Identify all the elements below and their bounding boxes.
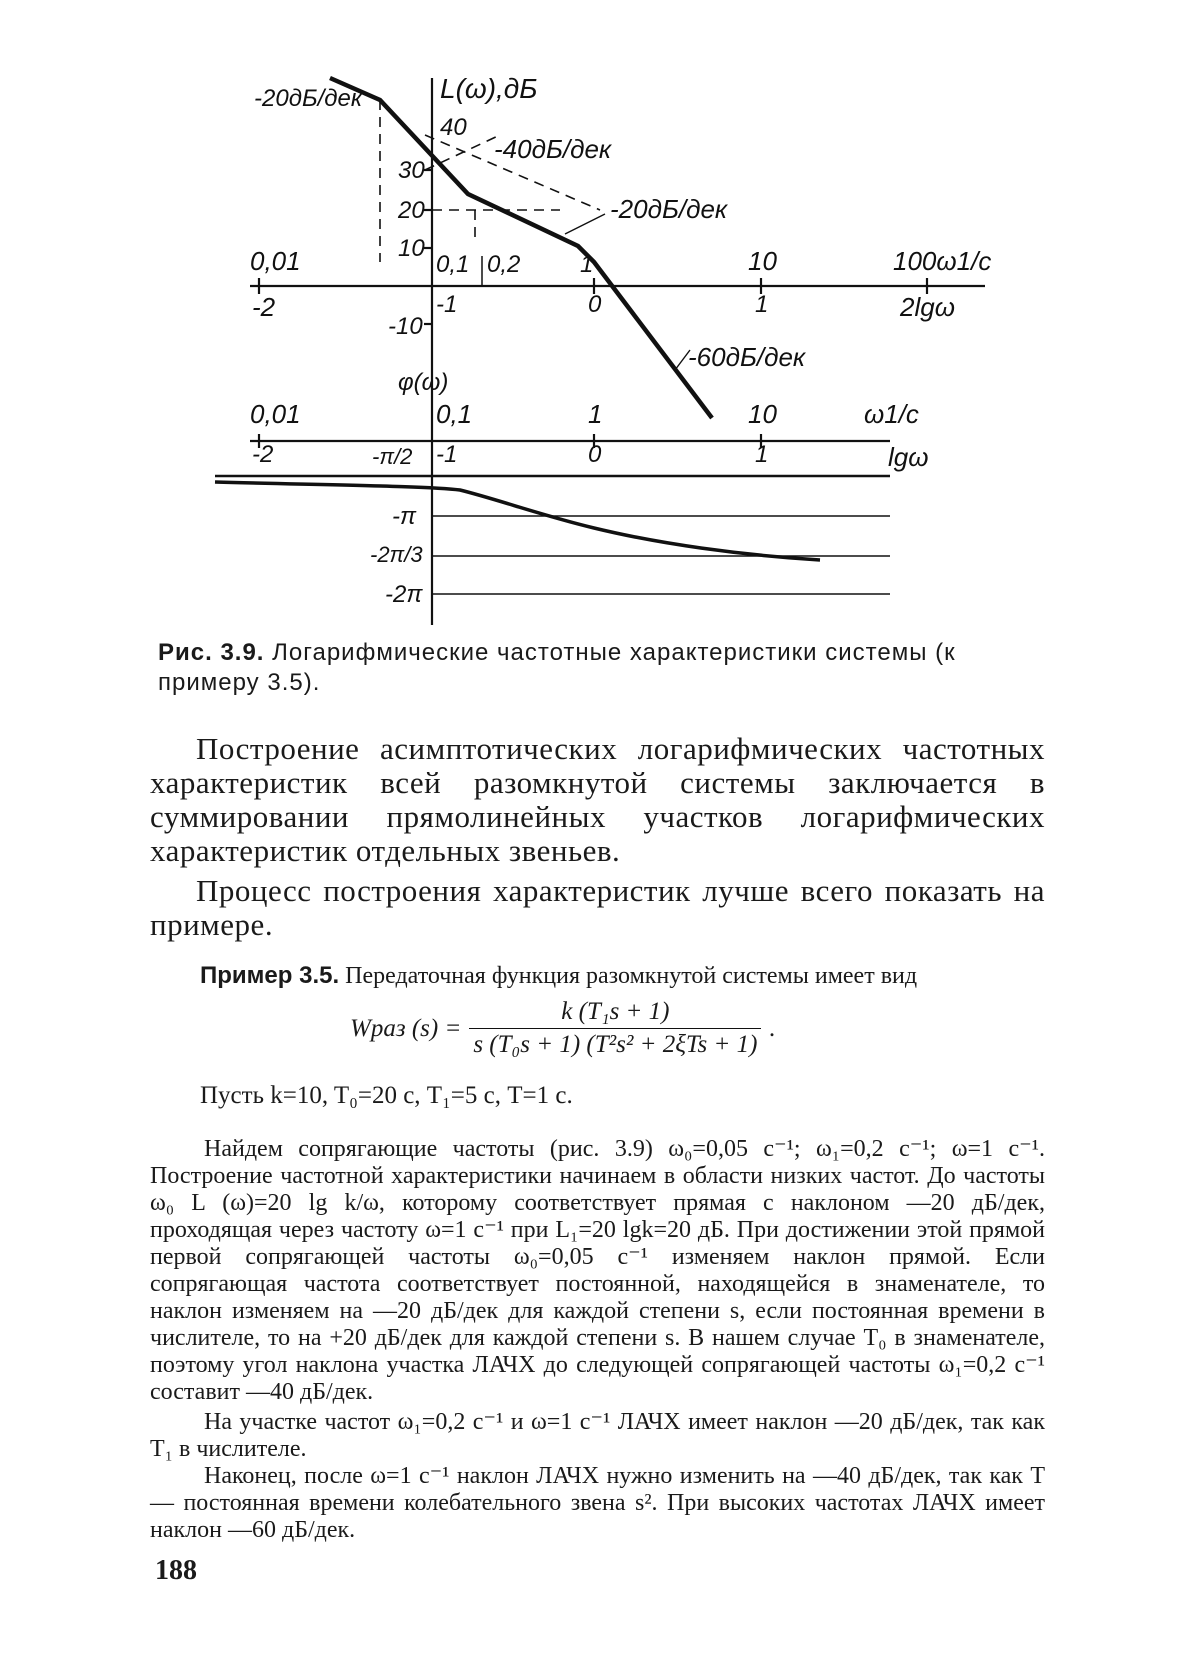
figure-caption-ref: Рис. 3.9. — [158, 639, 265, 666]
lach-tick-1: 1 — [580, 251, 594, 278]
phase-tick-0-1: 0,1 — [436, 399, 473, 429]
phase-label-minus-2pi-3: -2π/3 — [370, 542, 423, 567]
phase-lg-minus1: -1 — [436, 441, 458, 468]
lach-label-slope-40: -40дБ/дек — [494, 134, 612, 164]
paragraph-4: На участке частот ω₁=0,2 с⁻¹ и ω=1 с⁻¹ ЛАЧХ имеет наклон —20 дБ/дек, так как T₁ в числителе. — [150, 1409, 1045, 1462]
lach-lg-1: 1 — [755, 291, 769, 318]
phase-label-minus-pi-half: -π/2 — [372, 444, 413, 469]
lach-tick-0-01: 0,01 — [250, 246, 301, 276]
lach-label-30: 30 — [398, 157, 425, 184]
formula-numerator: k (T₁s + 1) — [561, 998, 670, 1025]
lach-label-slope-20-right: -20дБ/дек — [610, 194, 728, 224]
phase-tick-0-01: 0,01 — [250, 399, 301, 429]
paragraph-3: Найдем сопрягающие частоты (рис. 3.9) ω₀=0,05 с⁻¹; ω₁=0,2 с⁻¹; ω=1 с⁻¹. Построение частотной характеристики начинаем в области низких частот. До частоты ω₀ L (ω)=20 lg k/ω, которому соответствует прямая с наклоном —20 дБ/дек, проходящая через частоту ω=1 с⁻¹ при L₁=20 lgk=20 дБ. При достижении этой прямой первой сопрягающей частоты ω₀=0,05 с⁻¹ изменяем наклон прямой. Если сопрягающая частота соответствует постоянной, находящейся в знаменателе, то наклон изменяем на —20 дБ/дек для каждой степени s, если постоянная времени в числителе, то на +20 дБ/дек для каждой степени s. В нашем случае T₀ в знаменателе, поэтому угол наклона участка ЛАЧХ до следующей сопрягающей частоты ω₁=0,2 с⁻¹ составит —40 дБ/дек. — [150, 1136, 1045, 1405]
lach-label-slope-20-left: -20дБ/дек — [254, 85, 363, 112]
lach-lg-minus1: -1 — [436, 291, 458, 318]
phase-label-minus-pi: -π — [392, 503, 417, 530]
formula-fraction — [469, 998, 761, 1059]
phase-label-minus-2pi: -2π — [385, 581, 423, 608]
formula-lhs: Wраз (s) = — [350, 1014, 462, 1042]
phase-tick-omega: ω1/с — [864, 399, 919, 429]
example-label: Пример 3.5. — [200, 962, 340, 989]
lach-lg-2: 2lgω — [900, 292, 955, 322]
phase-lg-omega: lgω — [888, 442, 929, 472]
bode-figure — [0, 0, 1190, 640]
lach-tick-0-1: 0,1 — [436, 251, 470, 278]
lach-y-axis-title: L(ω),дБ — [440, 73, 538, 104]
lach-tick-10: 10 — [748, 246, 777, 276]
phase-lg-0: 0 — [588, 441, 602, 468]
transfer-function-formula — [350, 998, 776, 1059]
lach-tick-0-2: 0,2 — [487, 251, 521, 278]
lach-label-slope-60: -60дБ/дек — [688, 342, 806, 372]
phase-lg-1: 1 — [755, 441, 769, 468]
lach-label-20: 20 — [398, 197, 425, 224]
paragraph-5: Наконец, после ω=1 с⁻¹ наклон ЛАЧХ нужно изменить на —40 дБ/дек, так как T — постоянная времени колебательного звена s². При высоких частотах ЛАЧХ имеет наклон —60 дБ/дек. — [150, 1463, 1045, 1543]
lach-lg-minus2: -2 — [252, 292, 276, 322]
phase-y-axis-title: φ(ω) — [398, 369, 449, 396]
example-heading — [200, 962, 1040, 990]
paragraph-2: Процесс построения характеристик лучше всего показать на примере. — [150, 873, 1045, 942]
lach-lg-0: 0 — [588, 291, 602, 318]
phase-lg-minus2: -2 — [252, 441, 274, 468]
page-number: 188 — [155, 1555, 197, 1586]
parameters-line: Пусть k=10, T₀=20 с, T₁=5 с, T=1 с. — [200, 1082, 573, 1109]
figure-caption — [158, 638, 1038, 698]
phase-tick-1: 1 — [588, 399, 603, 429]
lach-label-40: 40 — [440, 114, 467, 141]
phase-tick-10: 10 — [748, 399, 777, 429]
phase-curve — [215, 482, 820, 560]
lach-curve — [330, 78, 712, 418]
formula-tail: . — [769, 1014, 776, 1042]
lach-label-10: 10 — [398, 235, 425, 262]
lach-tick-100-omega: 100ω1/с — [893, 246, 992, 276]
paragraph-1: Построение асимптотических логарифмических частотных характеристик всей разомкнутой системы заключается в суммировании прямолинейных участков логарифмических характеристик отдельных звеньев. — [150, 731, 1045, 868]
formula-denominator: s (T₀s + 1) (T²s² + 2ξTs + 1) — [469, 1028, 761, 1059]
figure-caption-text: Логарифмические частотные характеристики системы (к примеру 3.5). — [158, 639, 956, 696]
example-text: Передаточная функция разомкнутой системы имеет вид — [345, 963, 918, 989]
lach-label-minus10: -10 — [388, 313, 423, 340]
